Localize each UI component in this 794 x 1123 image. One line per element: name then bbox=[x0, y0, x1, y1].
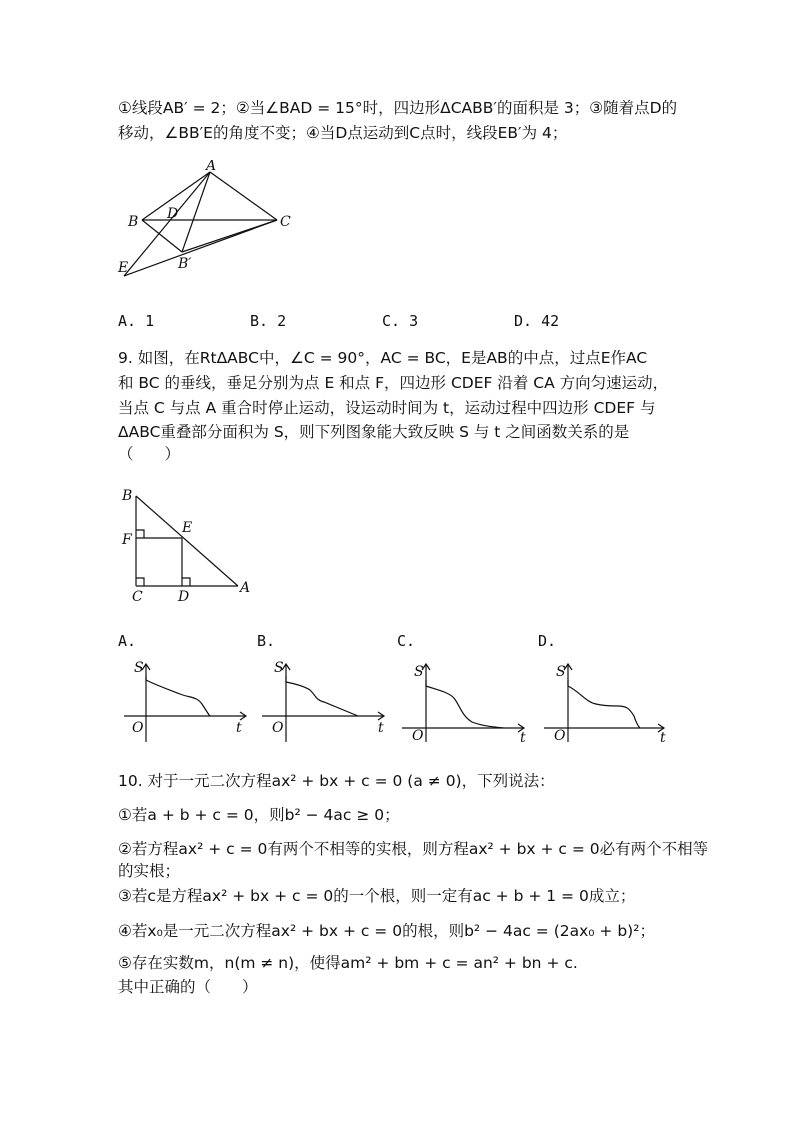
q10-statement-1: ①若a + b + c = 0，则b² − 4ac ≥ 0； bbox=[118, 806, 400, 824]
q10-statement-3: ③若c是方程ax² + bx + c = 0的一个根，则一定有ac + b + 1 = 0成立； bbox=[118, 887, 636, 905]
q9-option-c-label: C. bbox=[397, 632, 416, 650]
q9-graph-b-s: S bbox=[274, 660, 284, 676]
q9-stem-bracket: （ ） bbox=[118, 445, 181, 463]
q10-stem: 10. 对于一元二次方程ax² + bx + c = 0 (a ≠ 0)，下列说法： bbox=[118, 772, 555, 790]
q9-graph-c-t: t bbox=[520, 730, 526, 746]
q9-graph-c-s: S bbox=[414, 664, 424, 680]
q9-option-d-label: D. bbox=[538, 632, 557, 650]
q8-figure bbox=[112, 160, 302, 285]
q9-stem-line1: 9. 如图，在RtΔABC中，∠C = 90°，AC = BC，E是AB的中点，过点E作AC bbox=[118, 349, 648, 367]
q8-label-B: B bbox=[128, 214, 139, 230]
q8-choice-a: A. 1 bbox=[118, 312, 155, 330]
q10-answer-prompt: 其中正确的（ ） bbox=[118, 978, 258, 996]
q9-graph-d-o: O bbox=[554, 728, 566, 744]
q8-statement-line1: ①线段AB′ = 2；②当∠BAD = 15°时，四边形ΔCABB′的面积是 3；③随着点D的 bbox=[118, 99, 678, 117]
q9-graph-b-o: O bbox=[272, 720, 284, 736]
q9-graph-a-s: S bbox=[134, 660, 144, 676]
q8-label-A: A bbox=[206, 160, 217, 174]
q10-statement-4: ④若x₀是一元二次方程ax² + bx + c = 0的根，则b² − 4ac = (2ax₀ + b)²； bbox=[118, 922, 655, 940]
q9-label-E: E bbox=[182, 520, 193, 536]
q10-statement-2a: ②若方程ax² + c = 0有两个不相等的实根，则方程ax² + bx + c = 0必有两个不相等 bbox=[118, 840, 709, 858]
q9-label-A: A bbox=[240, 580, 251, 596]
q10-statement-2b: 的实根； bbox=[118, 862, 181, 880]
q9-label-B: B bbox=[122, 488, 133, 504]
q9-label-D: D bbox=[178, 589, 190, 604]
q9-stem-line4: ΔABC重叠部分面积为 S，则下列图象能大致反映 S 与 t 之间函数关系的是 bbox=[118, 423, 630, 441]
q8-label-E: E bbox=[118, 260, 129, 276]
q9-option-a-label: A. bbox=[118, 632, 137, 650]
q9-graph-a-o: O bbox=[132, 720, 144, 736]
q9-graph-a-t: t bbox=[236, 720, 242, 736]
q8-choice-c: C. 3 bbox=[382, 312, 419, 330]
q9-triangle-figure bbox=[116, 484, 256, 604]
q9-graph-b-t: t bbox=[378, 720, 384, 736]
q8-choice-d: D. 42 bbox=[514, 312, 560, 330]
q9-graph-c-o: O bbox=[412, 728, 424, 744]
q9-label-F: F bbox=[122, 532, 132, 548]
q8-label-D: D bbox=[167, 206, 179, 222]
q8-label-C: C bbox=[280, 214, 291, 230]
q9-stem-line2: 和 BC 的垂线，垂足分别为点 E 和点 F，四边形 CDEF 沿着 CA 方向匀速运动， bbox=[118, 374, 669, 392]
q8-choice-b: B. 2 bbox=[250, 312, 287, 330]
q9-graph-c bbox=[398, 656, 538, 746]
q9-label-C: C bbox=[132, 589, 143, 604]
q9-option-b-label: B. bbox=[257, 632, 276, 650]
q9-graph-a bbox=[118, 656, 258, 746]
q9-graph-b bbox=[258, 656, 398, 746]
q9-stem-line3: 当点 C 与点 A 重合时停止运动，设运动时间为 t，运动过程中四边形 CDEF 与 bbox=[118, 399, 656, 417]
q10-statement-5: ⑤存在实数m，n(m ≠ n)，使得am² + bm + c = an² + bn + c. bbox=[118, 954, 578, 972]
q9-graph-d-s: S bbox=[556, 664, 566, 680]
q8-label-B-prime: B′ bbox=[178, 256, 192, 272]
q9-graph-d bbox=[540, 656, 680, 746]
q9-graph-d-t: t bbox=[660, 730, 666, 746]
q8-statement-line2: 移动，∠BB′E的角度不变；④当D点运动到C点时，线段EB′为 4； bbox=[118, 124, 568, 142]
